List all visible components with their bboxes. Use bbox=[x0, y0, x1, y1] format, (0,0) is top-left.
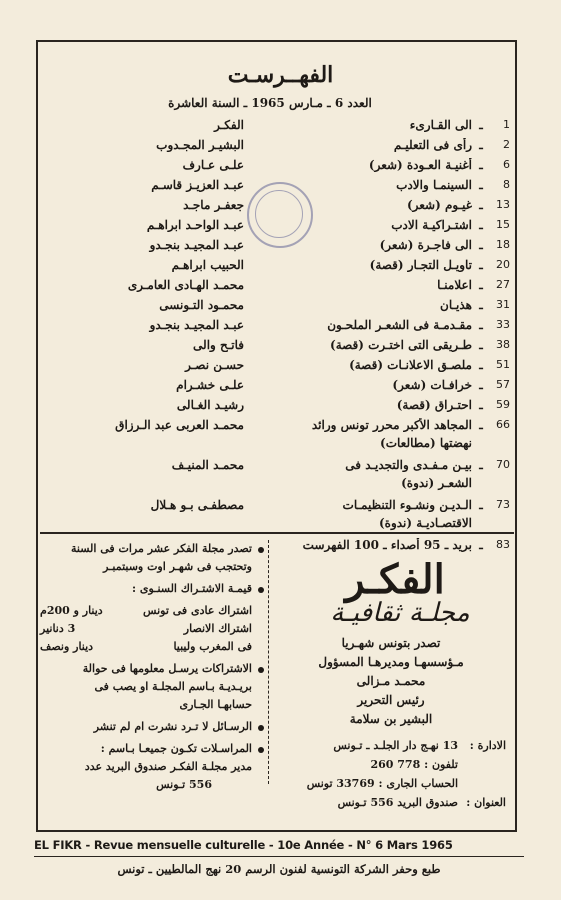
toc-title: اشتـراكيـة الادب bbox=[391, 218, 472, 232]
toc-title: أغنيـة العـودة (شعر) bbox=[368, 158, 472, 172]
toc-dash: ـ bbox=[479, 318, 483, 332]
info-correspondence: المراسـلات تكـون جميعـا بـاسم : مدير مجلـة الفكـر صندوق البريد عدد 556 تـونس bbox=[40, 740, 264, 794]
toc-author: حسـن نصـر bbox=[185, 358, 244, 372]
toc-dash: ـ bbox=[479, 458, 483, 472]
toc-page-number: 83 bbox=[496, 538, 510, 551]
issue-line: العدد 6 ـ مـارس 1965 ـ السنة العاشرة bbox=[168, 96, 372, 110]
toc-page-number: 59 bbox=[496, 398, 510, 411]
toc-author: علـى خشـرام bbox=[176, 378, 244, 392]
toc-author: جعفـر ماجـد bbox=[183, 198, 244, 212]
toc-entry bbox=[44, 458, 510, 496]
masthead-line: تصدر بتونس شهـريا bbox=[341, 636, 441, 650]
toc-title: السينمـا والادب bbox=[396, 178, 472, 192]
toc-page-number: 15 bbox=[496, 218, 510, 231]
toc-author: محمـد العربى عبد الـرزاق bbox=[115, 418, 244, 432]
toc-entry bbox=[44, 378, 510, 398]
toc-title: مقـدمـة فى الشعـر الملحـون bbox=[327, 318, 472, 332]
toc-dash: ـ bbox=[479, 218, 483, 232]
toc-dash: ـ bbox=[479, 278, 483, 292]
subscription-rate: اشتراك عادى فى تونس دينار و 200م bbox=[40, 604, 252, 617]
toc-author: فاتـح والى bbox=[193, 338, 244, 352]
toc-title-continued: نهضتها (مطالعات) bbox=[380, 436, 472, 450]
toc-dash: ـ bbox=[479, 378, 483, 392]
toc-author: الحبيب ابراهـم bbox=[171, 258, 244, 272]
toc-page-number: 18 bbox=[496, 238, 510, 251]
toc-title: طـريقى التى اختـرت (قصة) bbox=[330, 338, 472, 352]
toc-title: هذيـان bbox=[440, 298, 472, 312]
toc-page-number: 38 bbox=[496, 338, 510, 351]
toc-author: مصطفـى بـو هـلال bbox=[150, 498, 244, 512]
toc-dash: ـ bbox=[479, 538, 483, 552]
toc-dash: ـ bbox=[479, 238, 483, 252]
divider bbox=[40, 532, 514, 534]
toc-title: رأى فى التعليـم bbox=[393, 138, 472, 152]
toc-author: الفكـر bbox=[214, 118, 244, 132]
toc-dash: ـ bbox=[479, 138, 483, 152]
toc-entry bbox=[44, 258, 510, 278]
toc-entry bbox=[44, 138, 510, 158]
toc-dash: ـ bbox=[479, 258, 483, 272]
toc-title: الى فاجـرة (شعر) bbox=[379, 238, 472, 252]
address-line: تلفون : 778 260 bbox=[370, 758, 458, 771]
address-block bbox=[278, 736, 506, 812]
toc-entry bbox=[44, 418, 510, 456]
toc-page-number: 13 bbox=[496, 198, 510, 211]
toc-title: بيـن مـفـدى والتجديـد فى bbox=[345, 458, 472, 472]
toc-page-number: 33 bbox=[496, 318, 510, 331]
toc-title: الـديـن ونشـوء التنظيمـات bbox=[342, 498, 472, 512]
subscription-rate: اشتراك الانصار 3 دنانير bbox=[40, 622, 252, 635]
toc-author: عبـد المجيـد بنجـدو bbox=[149, 318, 244, 332]
toc-author: عبـد المجيـد بنجـدو bbox=[149, 238, 244, 252]
info-frequency: تصدر مجلة الفكر عشر مرات فى السنة وتحتجب فى شهـر اوت وسبتمبـر bbox=[40, 540, 264, 576]
toc-entry bbox=[44, 338, 510, 358]
toc-entry bbox=[44, 398, 510, 418]
toc-page-number: 27 bbox=[496, 278, 510, 291]
toc-dash: ـ bbox=[479, 178, 483, 192]
toc-entry bbox=[44, 118, 510, 138]
toc-entry bbox=[44, 178, 510, 198]
address-line: الادارة : 13 نهـج دار الجلـد ـ تـونس bbox=[333, 739, 506, 752]
masthead-line: البشير بن سلامة bbox=[349, 712, 433, 726]
magazine-subtitle: مجلـة ثقافيـة bbox=[330, 598, 470, 628]
toc-page-number: 2 bbox=[503, 138, 510, 151]
toc-author: محمـد الهـادى العامـرى bbox=[127, 278, 244, 292]
toc-entry bbox=[44, 298, 510, 318]
toc-entry bbox=[44, 318, 510, 338]
toc-author: عبـد العزيـز قاسـم bbox=[151, 178, 244, 192]
toc-title: خرافـات (شعر) bbox=[392, 378, 472, 392]
toc-page-number: 66 bbox=[496, 418, 510, 431]
toc-entry bbox=[44, 358, 510, 378]
toc-page-number: 1 bbox=[503, 118, 510, 131]
toc-title: الفهــرسـت bbox=[227, 62, 334, 88]
toc-author: عبـد الواحـد ابراهـم bbox=[146, 218, 244, 232]
toc-dash: ـ bbox=[479, 498, 483, 512]
toc-title-continued: الشعـر (ندوة) bbox=[401, 476, 472, 490]
footer-divider bbox=[34, 856, 524, 857]
toc-title: تاويـل التجـار (قصة) bbox=[369, 258, 472, 272]
toc-dash: ـ bbox=[479, 158, 483, 172]
address-line: الحساب الجارى : 33769 تونس bbox=[306, 777, 458, 790]
toc-title: المجاهد الأكبر محرر تونس ورائد bbox=[311, 418, 472, 432]
toc-dash: ـ bbox=[479, 338, 483, 352]
masthead-info bbox=[276, 634, 506, 729]
toc-author: محمـد المنيـف bbox=[171, 458, 244, 472]
toc-dash: ـ bbox=[479, 398, 483, 412]
address-line: العنوان : صندوق البريد 556 تـونس bbox=[337, 796, 506, 809]
toc-dash: ـ bbox=[479, 298, 483, 312]
column-divider bbox=[268, 540, 269, 784]
toc-author: محمـود التـونسى bbox=[159, 298, 244, 312]
magazine-logo: الفكـر bbox=[345, 556, 445, 603]
toc-dash: ـ bbox=[479, 358, 483, 372]
toc-entry bbox=[44, 278, 510, 298]
info-subscription-heading: قيمـة الاشتـراك السنـوى : bbox=[40, 580, 264, 598]
footer-masthead: EL FIKR - Revue mensuelle culturelle - 10e Année - N° 6 Mars 1965 bbox=[34, 838, 453, 852]
toc-page-number: 51 bbox=[496, 358, 510, 371]
toc-page-number: 31 bbox=[496, 298, 510, 311]
toc-dash: ـ bbox=[479, 418, 483, 432]
toc-author: علـى عـارف bbox=[182, 158, 244, 172]
toc-title-continued: الاقتصـاديـة (ندوة) bbox=[379, 516, 472, 530]
toc-title: غيـوم (شعر) bbox=[406, 198, 472, 212]
toc-entry bbox=[44, 218, 510, 238]
toc-page-number: 73 bbox=[496, 498, 510, 511]
toc-page-number: 6 bbox=[503, 158, 510, 171]
toc-author: البشيـر المجـدوب bbox=[156, 138, 244, 152]
toc-entry bbox=[44, 498, 510, 536]
toc-entry bbox=[44, 198, 510, 218]
subscription-rate: فى المغرب وليبيا دينار ونصف bbox=[40, 640, 252, 653]
toc-dash: ـ bbox=[479, 198, 483, 212]
masthead-line: رئيس التحرير bbox=[357, 693, 425, 707]
toc-page-number: 57 bbox=[496, 378, 510, 391]
toc-page-number: 70 bbox=[496, 458, 510, 471]
toc-title: ملصـق الاعلانـات (قصة) bbox=[349, 358, 472, 372]
toc-entry bbox=[44, 158, 510, 178]
toc-page-number: 8 bbox=[503, 178, 510, 191]
masthead-line: مـؤسسهـا ومديرهـا المسؤول bbox=[318, 655, 464, 669]
masthead-line: محمـد مـزالى bbox=[356, 674, 426, 688]
toc-title: الى القـارىء bbox=[409, 118, 472, 132]
toc-title: احتـراق (قصة) bbox=[396, 398, 472, 412]
toc-entry bbox=[44, 238, 510, 258]
toc-title: بريد ـ 95 أصداء ـ 100 الفهرست bbox=[302, 538, 472, 552]
toc-title: اعلامنـا bbox=[437, 278, 472, 292]
info-payment: الاشتراكات يرسـل معلومها فى حوالة بريـديـة بـاسم المجلـة او يصب فى حسابهـا الجـارى bbox=[40, 660, 264, 714]
info-letters: الرسـائل لا تـرد نشرت ام لم تنشر bbox=[40, 718, 264, 736]
toc-dash: ـ bbox=[479, 118, 483, 132]
toc-page-number: 20 bbox=[496, 258, 510, 271]
subscription-info bbox=[40, 540, 264, 798]
toc-author: رشيـد الغـالى bbox=[176, 398, 244, 412]
footer-printer: طبع وحفر الشركة التونسية لفنون الرسم 20 نهج المالطيين ـ تونس bbox=[117, 862, 441, 876]
